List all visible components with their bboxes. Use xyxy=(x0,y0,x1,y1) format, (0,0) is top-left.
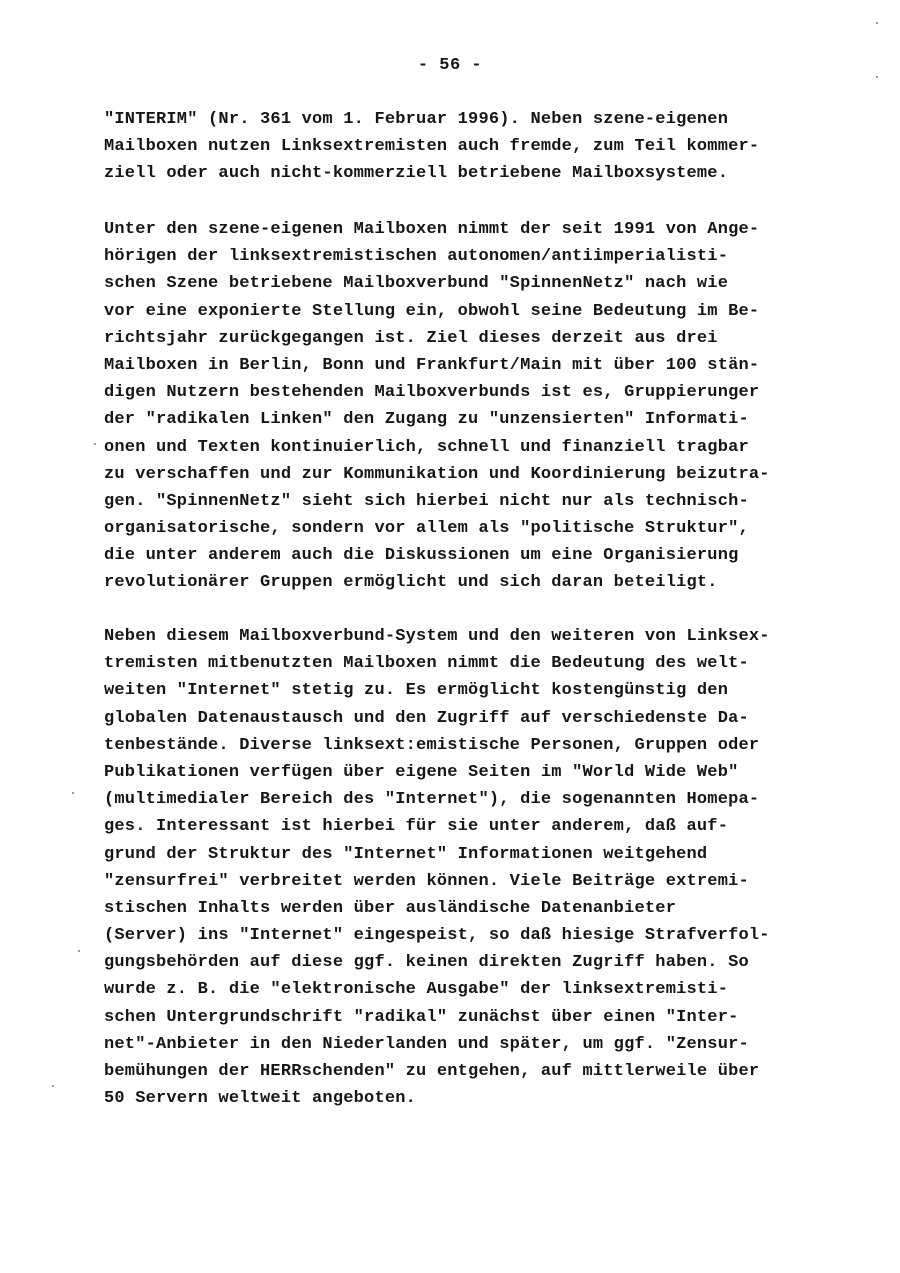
text-line: ges. Interessant ist hierbei für sie unter anderem, daß auf- xyxy=(104,817,729,837)
paragraph-interim xyxy=(104,106,844,188)
scan-speck xyxy=(876,22,878,24)
text-line: vor eine exponierte Stellung ein, obwohl seine Bedeutung im Be- xyxy=(104,301,760,321)
page-number: - 56 - xyxy=(417,56,483,75)
text-line: onen und Texten kontinuierlich, schnell und finanziell tragbar xyxy=(104,437,749,457)
text-line: Unter den szene-eigenen Mailboxen nimmt der seit 1991 von Ange- xyxy=(104,220,760,239)
paragraph-spinnennetz xyxy=(104,216,844,597)
text-line: (multimedialer Bereich des "Internet"), die sogenannten Homepa- xyxy=(104,790,760,810)
text-line: gen. "SpinnenNetz" sieht sich hierbei nicht nur als technisch- xyxy=(104,491,749,511)
text-line: schen Untergrundschrift "radikal" zunächst über einen "Inter- xyxy=(104,1007,739,1027)
text-line: hörigen der linksextremistischen autonomen/antiimperialisti- xyxy=(104,247,729,267)
text-line: (Server) ins "Internet" eingespeist, so daß hiesige Strafverfol- xyxy=(104,926,770,946)
text-line: schen Szene betriebene Mailboxverbund "SpinnenNetz" nach wie xyxy=(104,274,729,294)
text-line: Publikationen verfügen über eigene Seiten im "World Wide Web" xyxy=(104,762,739,782)
text-line: tenbestände. Diverse linksext:emistische Personen, Gruppen oder xyxy=(104,735,760,755)
text-line: Mailboxen in Berlin, Bonn und Frankfurt/Main mit über 100 stän- xyxy=(104,355,760,375)
text-line: "zensurfrei" verbreitet werden können. Viele Beiträge extremi- xyxy=(104,871,749,891)
scan-speck xyxy=(876,76,878,78)
text-line: tremisten mitbenutzten Mailboxen nimmt die Bedeutung des welt- xyxy=(104,654,749,674)
scan-speck xyxy=(78,950,80,952)
text-line: weiten "Internet" stetig zu. Es ermöglicht kostengünstig den xyxy=(104,681,729,701)
paragraph-internet xyxy=(104,623,844,1112)
text-line: Mailboxen nutzen Linksextremisten auch fremde, zum Teil kommer- xyxy=(104,137,760,157)
scan-speck xyxy=(72,792,74,794)
text-line: stischen Inhalts werden über ausländische Datenanbieter xyxy=(104,898,677,918)
text-line: bemühungen der HERRschenden" zu entgehen, auf mittlerweile über xyxy=(104,1062,760,1081)
text-line: der "radikalen Linken" den Zugang zu "unzensierten" Informati- xyxy=(104,410,749,430)
text-line: richtsjahr zurückgegangen ist. Ziel dieses derzeit aus drei xyxy=(104,328,718,348)
text-line: zu verschaffen und zur Kommunikation und Koordinierung beizutra- xyxy=(104,464,770,484)
text-line: net"-Anbieter in den Niederlanden und später, um ggf. "Zensur- xyxy=(104,1034,749,1054)
text-line: globalen Datenaustausch und den Zugriff auf verschiedenste Da- xyxy=(104,708,749,728)
text-line: organisatorische, sondern vor allem als "politische Struktur", xyxy=(104,519,749,539)
text-line: wurde z. B. die "elektronische Ausgabe" der linksextremisti- xyxy=(104,980,729,1000)
text-line: ziell oder auch nicht-kommerziell betriebene Mailboxsysteme. xyxy=(104,164,729,184)
text-line: revolutionärer Gruppen ermöglicht und sich daran beteiligt. xyxy=(104,573,718,593)
text-line: gungsbehörden auf diese ggf. keinen direkten Zugriff haben. So xyxy=(104,953,749,973)
scan-speck xyxy=(94,443,96,445)
text-line: "INTERIM" (Nr. 361 vom 1. Februar 1996). Neben szene-eigenen xyxy=(104,110,729,129)
text-line: die unter anderem auch die Diskussionen um eine Organisierung xyxy=(104,546,739,566)
text-line: digen Nutzern bestehenden Mailboxverbunds ist es, Gruppierunger xyxy=(104,383,760,403)
text-line: grund der Struktur des "Internet" Informationen weitgehend xyxy=(104,844,708,864)
text-line: 50 Servern weltweit angeboten. xyxy=(104,1089,417,1109)
scan-speck xyxy=(52,1085,54,1087)
text-line: Neben diesem Mailboxverbund-System und den weiteren von Linksex- xyxy=(104,627,770,646)
